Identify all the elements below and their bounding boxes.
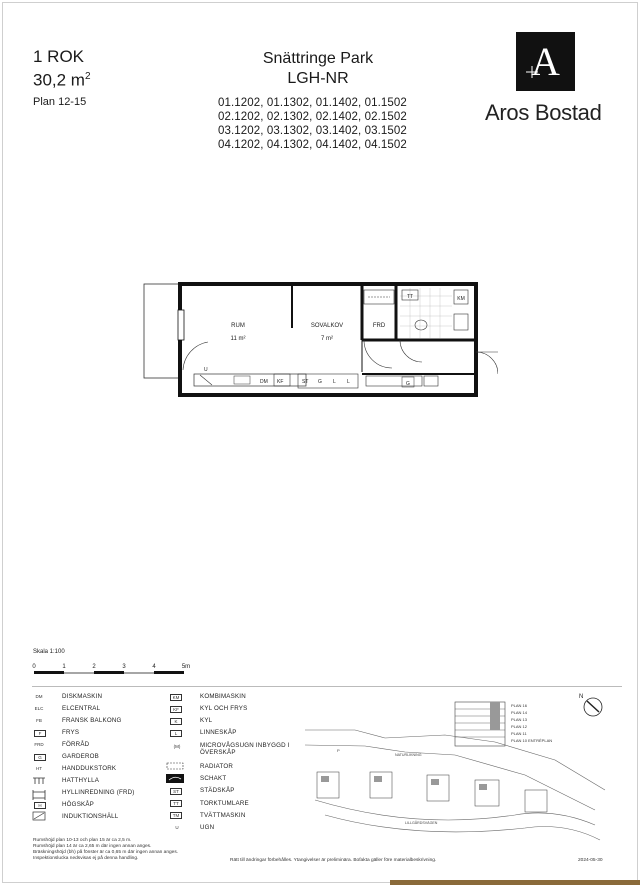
legend-label: FRYS xyxy=(62,729,80,736)
disclaimer: Rätt till ändringar förbehålles. Ytangivelser är preliminära. Bofakta gäller före materialbeskrivning. xyxy=(230,858,437,863)
svg-text:2: 2 xyxy=(92,664,96,670)
legend-abbr: TT xyxy=(170,800,182,807)
plan-label: Plan 12-15 xyxy=(33,96,87,108)
svg-text:PLAN 12: PLAN 12 xyxy=(511,724,528,729)
room-name: FRD xyxy=(372,323,386,329)
apartment-numbers-row: 01.1202, 01.1302, 01.1402, 01.1502 xyxy=(218,97,407,109)
legend-label: TORKTUMLARE xyxy=(200,800,249,807)
svg-text:LILLGÅRDSVÄGEN: LILLGÅRDSVÄGEN xyxy=(405,821,438,825)
apartment-number-list xyxy=(218,96,407,152)
fixture-dm: DM xyxy=(260,379,268,385)
legend-label: STÄDSKÅP xyxy=(200,787,235,794)
svg-text:PLAN 10 ENTRÉPLAN: PLAN 10 ENTRÉPLAN xyxy=(511,738,553,743)
hat-shelf-icon xyxy=(32,776,46,800)
apartment-type: 1 ROK xyxy=(33,47,85,66)
legend-abbr: FRD xyxy=(34,742,44,747)
legend-label: ELCENTRAL xyxy=(62,705,101,712)
brand-name: Aros Bostad xyxy=(485,100,602,125)
notes xyxy=(33,838,203,862)
legend-abbr: TM xyxy=(170,812,182,819)
fixture-g: G xyxy=(406,381,410,387)
project-name: Snättringe Park xyxy=(262,50,374,67)
apartment-area: 30,2 $m^2$ xyxy=(33,70,91,90)
legend-label: MICROVÅGSUGN INBYGGD I ÖVERSKÅP xyxy=(200,742,290,756)
svg-text:PLAN 16: PLAN 16 xyxy=(511,703,528,708)
svg-text:0: 0 xyxy=(32,664,36,670)
apartment-numbers-row: 04.1202, 04.1302, 04.1402, 04.1502 xyxy=(218,139,407,151)
legend-label: HATTHYLLA xyxy=(62,777,100,784)
floor-plan xyxy=(138,280,498,400)
legend-abbr: G xyxy=(34,754,46,761)
shaft-icon xyxy=(166,774,184,783)
legend-abbr: FB xyxy=(36,718,42,723)
legend-abbr: H xyxy=(34,802,46,809)
fixture-l: L xyxy=(347,379,350,385)
svg-text:4: 4 xyxy=(152,664,156,670)
note-line: Inspektionslucka nedsvisas ej på denna handling. xyxy=(33,856,139,861)
logo-letter: A xyxy=(531,39,560,84)
room-area: 7 m² xyxy=(321,336,333,342)
legend-label: KOMBIMASKIN xyxy=(200,693,246,700)
legend-label: SCHAKT xyxy=(200,775,227,782)
room-name: SOVALKOV xyxy=(310,323,344,329)
fixture-st: ST xyxy=(302,379,309,385)
site-key-plan xyxy=(295,690,615,855)
legend-abbr: (M) xyxy=(173,744,181,749)
legend-label: GARDEROB xyxy=(62,753,100,760)
note-line: Bräskningshöjd (bh) på fönster är ca 0,65 m där ingen annan anges. xyxy=(33,850,179,855)
svg-text:NATURLIKNING: NATURLIKNING xyxy=(395,753,422,757)
note-line: Rumshöjd plan 14 är ca 2,65 m där ingen annan anges. xyxy=(33,844,152,849)
brand-logo-mark xyxy=(516,32,575,91)
room-area: 11 m² xyxy=(230,336,246,342)
legend-abbr: L xyxy=(170,730,182,737)
legend-abbr: K xyxy=(170,718,182,725)
svg-text:PLAN 11: PLAN 11 xyxy=(511,731,527,736)
svg-text:P: P xyxy=(337,748,340,753)
legend-label: UGN xyxy=(200,824,215,831)
fixture-kf: KF xyxy=(277,379,284,385)
induction-hob-icon xyxy=(32,811,46,821)
fixture-l: L xyxy=(333,379,336,385)
legend-label: RADIATOR xyxy=(200,763,233,770)
legend-label: FRANSK BALKONG xyxy=(62,717,122,724)
legend-abbr: ST xyxy=(170,788,182,795)
legend-abbr: HT xyxy=(36,766,42,771)
legend-left xyxy=(28,692,168,832)
legend-abbr: F xyxy=(34,730,46,737)
radiator-icon xyxy=(166,762,184,770)
svg-text:5m: 5m xyxy=(181,664,191,670)
legend-abbr: KF xyxy=(170,706,182,713)
svg-text:1: 1 xyxy=(62,664,66,670)
legend-label: LINNESKÅP xyxy=(200,729,237,736)
apartment-numbers-row: 02.1202, 02.1302, 02.1402, 02.1502 xyxy=(218,111,407,123)
legend-label: HYLLINREDNING (FRD) xyxy=(62,789,135,796)
legend-label: KYL xyxy=(200,717,213,724)
legend-label: HANDDUKSTORK xyxy=(62,765,117,772)
legend-label: INDUKTIONSHÄLL xyxy=(62,813,119,820)
fixture-u: U xyxy=(204,367,208,373)
legend-label: KYL OCH FRYS xyxy=(200,705,248,712)
legend-label: HÖGSKÅP xyxy=(62,801,95,808)
fixture-tt: TT xyxy=(406,294,414,300)
scale-bar xyxy=(28,660,198,682)
legend-label: DISKMASKIN xyxy=(62,693,103,700)
legend-label: FÖRRÅD xyxy=(62,741,90,748)
legend-abbr: ELC xyxy=(34,706,44,711)
apartment-numbers-row: 03.1202, 03.1302, 03.1402, 03.1502 xyxy=(218,125,407,137)
legend-label: TVÄTTMASKIN xyxy=(200,812,246,819)
legend-abbr: U xyxy=(175,825,179,830)
legend-right xyxy=(166,692,296,832)
svg-text:PLAN 13: PLAN 13 xyxy=(511,717,528,722)
lgh-label: LGH-NR xyxy=(287,70,349,87)
legend-abbr: KM xyxy=(170,694,182,701)
room-name: RUM xyxy=(231,323,245,329)
footer-accent-bar xyxy=(390,880,640,885)
fixture-km: KM xyxy=(457,296,465,302)
svg-text:PLAN 14: PLAN 14 xyxy=(511,710,528,715)
fixture-g: G xyxy=(318,379,322,385)
north-label: N xyxy=(579,694,584,700)
legend-abbr: DM xyxy=(35,694,43,699)
scale-label: Skala 1:100 xyxy=(33,649,65,655)
document-date: 2024-05-30 xyxy=(578,858,603,863)
divider xyxy=(32,686,622,687)
svg-text:3: 3 xyxy=(122,664,126,670)
note-line: Rumshöjd plan 10-13 och plan 15 är ca 2,5 m. xyxy=(33,838,132,843)
